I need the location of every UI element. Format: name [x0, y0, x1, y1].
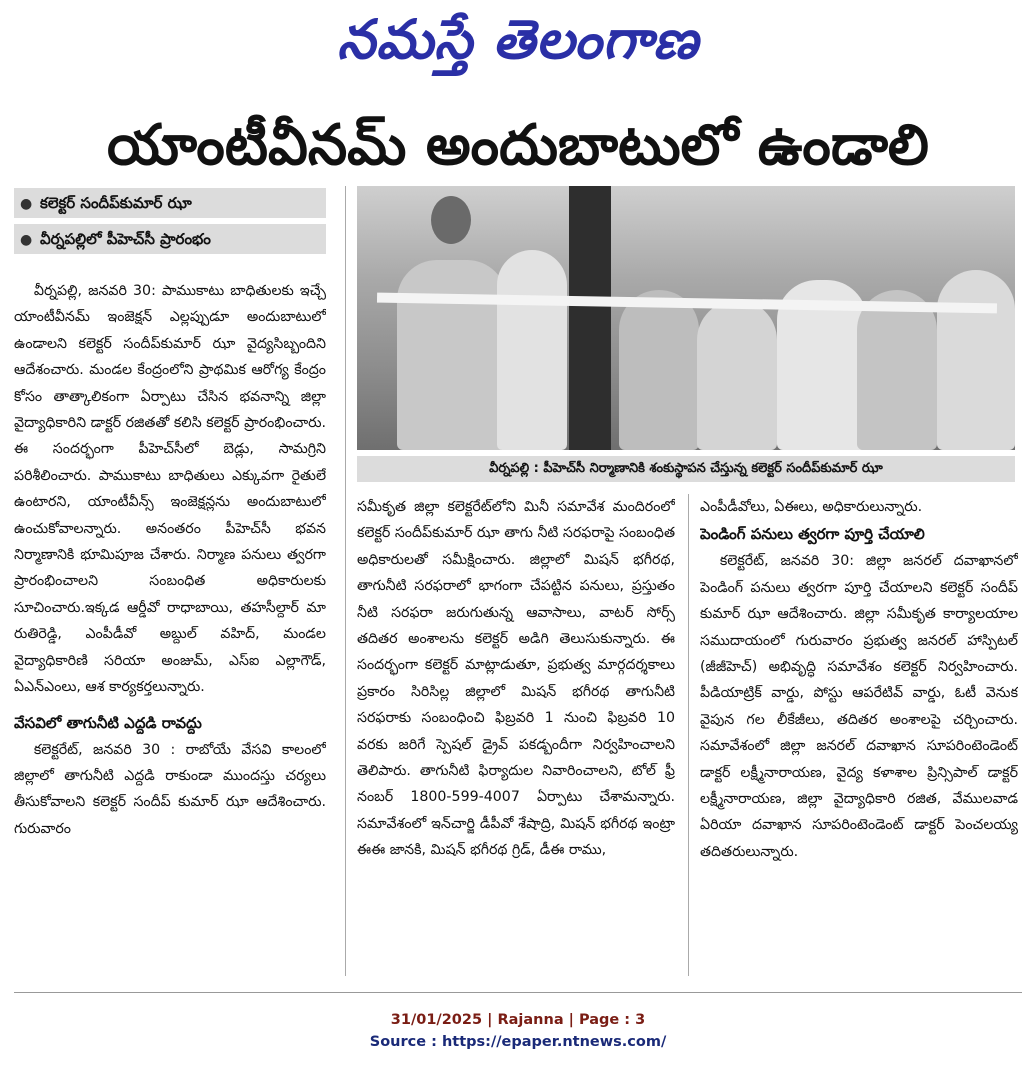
- newspaper-masthead: నమస్తే తెలంగాణ: [337, 8, 699, 71]
- article1-body: వీర్నపల్లి, జనవరి 30: పాముకాటు బాధితులకు ఇచ్చే యాంటీవీనమ్ ఇంజెక్షన్ ఎల్లప్పుడూ అందుబాటులో ఉండాలని కలెక్టర్ సందీప్‌కుమార్ ఝా వైద్యసిబ్బందిని ఆదేశంచారు. మండల కేంద్రంలోని ప్రాథమిక ఆరోగ్య కేంద్రం కోసం తాత్కాలికంగా ఏర్పాటు చేసిన భవనాన్ని జిల్లా వైద్యాధికారిని డాక్టర్ రజితతో కలిసి కలెక్టర్ ప్రారంభించారు. ఈ సందర్భంగా పీహెచ్‌సీలో బెడ్లు, సామగ్రిని పరిశీలించారు. పాముకాటు బాధితులు ఎక్కువగా రైతులే ఉంటారని, యాంటీవీన్స్ ఇంజెక్షన్లను అందుబాటులో ఉంచుకోవాలన్నారు. అనంతరం పీహెచ్‌సీ భవన నిర్మాణానికి భూమిపూజ చేశారు. నిర్మాణ పనులు త్వరగా ప్రారంభించాలని సంబంధిత అధికారులకు సూచించారు.ఇక్కడ ఆర్డీవో రాధాబాయి, తహసీల్దార్ మా రుతిరెడ్డి, ఎంపీడీవో అబ్దుల్ వహిద్, మండల వైద్యాధికారిణి సరియా అంజుమ్, ఎస్ఐ ఎల్లాగౌడ్, ఏఎన్ఎంలు, ఆశ కార్యకర్తలున్నారు.: [14, 283, 326, 696]
- column-divider: [688, 494, 689, 976]
- highlight-item: [14, 224, 326, 254]
- news-photo: [357, 186, 1015, 450]
- article2-body-part3: ఎంపీడీవోలు, ఏఈలు, అధికారులున్నారు.: [700, 499, 923, 515]
- column-2: [357, 494, 675, 970]
- highlight-item: [14, 188, 326, 218]
- highlights-box: [14, 188, 326, 260]
- article3-body: కలెక్టరేట్, జనవరి 30: జిల్లా జనరల్ దవాఖానలో పెండింగ్ పనులు త్వరగా పూర్తి చేయాలని కలెక్టర్ సందీప్ కుమార్ ఝా ఆదేశించారు. జిల్లా సమీకృత కార్యాలయాల సముదాయంలో గురువారం ప్రభుత్వ జనరల్ హాస్పిటల్ (జీజీహెచ్) అభివృద్ధి సమావేశం కలెక్టర్ నిర్వహించారు. పీడియాట్రిక్ వార్డు, పోస్టు ఆపరేటివ్ వార్డు, ఓటీ వెనుక వైపున గల లీకేజీలు, తదితర అంశాలపై చర్చించారు. సమావేశంలో జిల్లా జనరల్ దవాఖాన సూపరింటెండెంట్ డాక్టర్ లక్ష్మీనారాయణ, వైద్య కళాశాల ప్రిన్సిపాల్ డాక్టర్ లక్ష్మీనారాయణ, జిల్లా వైద్యాధికారి రజిత, వేములవాడ ఏరియా దవాఖాన సూపరింటెండెంట్ డాక్టర్ పెంచలయ్య తదితరులున్నారు.: [700, 553, 1018, 860]
- footer-date-line: 31/01/2025 | Rajanna | Page : 3: [390, 1012, 646, 1028]
- article2-body-part2: సమీకృత జిల్లా కలెక్టరేట్‌లోని మినీ సమావేశ మందిరంలో కలెక్టర్ సందీప్‌కుమార్ ఝా తాగు నీటి సరఫరాపై సంబంధిత అధికారులతో సమీక్షించారు. జిల్లాలో మిషన్ భగీరథ, తాగునీటి సరఫరాలో భాగంగా చేపట్టిన పనులు, ప్రస్తుతం నీటి సరఫరా జరుగుతున్న ఆవాసాలు, వాటర్ సోర్స్ తదితర అంశాలను కలెక్టర్ అడిగి తెలుసుకున్నారు. ఈ సందర్భంగా కలెక్టర్ మాట్లాడుతూ, ప్రభుత్వ మార్గదర్శకాలు ప్రకారం సిరిసిల్ల జిల్లాలో మిషన్ భగీరథ తాగునీటి సరఫరాకు సంబంధించి ఫిబ్రవరి 1 నుంచి ఫిబ్రవరి 10 వరకు జరిగే స్పెషల్ డ్రైవ్ పకడ్బందీగా నిర్వహించాలని తెలిపారు. తాగునీటి ఫిర్యాదుల నివారించాలని, టోల్ ఫ్రీ నంబర్ 1800-599-4007 ఏర్పాటు చేశామన్నారు. సమావేశంలో ఇన్‌చార్జి డీపీవో శేషాద్రి, మిషన్ భగీరథ ఇంట్రా ఈఈ జానకి, మిషన్ భగీరథ గ్రిడ్, డీఈ రాము,: [357, 499, 675, 859]
- photo-figure: [697, 300, 777, 450]
- bullet-icon: ●: [20, 196, 33, 212]
- highlight-text: వీర్నపల్లిలో పీహెచ్‌సీ ప్రారంభం: [40, 230, 211, 248]
- photo-caption: వీర్నపల్లి : పీహెచ్‌సీ నిర్మాణానికి శంకుస్థాపన చేస్తున్న కలెక్టర్ సందీప్‌కుమార్ ఝా: [357, 456, 1015, 482]
- footer-source-line[interactable]: Source : https://epaper.ntnews.com/: [369, 1034, 667, 1050]
- photo-pillar: [569, 186, 611, 450]
- photo-figure: [619, 290, 699, 450]
- photo-figure: [857, 290, 937, 450]
- highlight-text: కలెక్టర్ సందీప్‌కుమార్ ఝా: [40, 194, 192, 212]
- column-1: [14, 278, 326, 968]
- photo-figure-head: [431, 196, 471, 244]
- article2-body-part1: కలెక్టరేట్, జనవరి 30 : రాబోయే వేసవి కాలంలో జిల్లాలో తాగునీటి ఎద్దడి రాకుండా ముందస్తు చర్యలు తీసుకోవాలని కలెక్టర్ సందీప్ కుమార్ ఝా ఆదేశించారు. గురువారం: [14, 741, 326, 837]
- article2-title: వేసవిలో తాగునీటి ఎద్దడి రావద్దు: [14, 713, 202, 732]
- photo-figure: [497, 250, 567, 450]
- column-divider: [345, 186, 346, 976]
- photo-figure: [397, 260, 507, 450]
- column-3: [700, 494, 1018, 970]
- article3-title: పెండింగ్ పనులు త్వరగా పూర్తి చేయాలి: [700, 525, 925, 544]
- footer-divider: [14, 992, 1022, 993]
- photo-figure: [937, 270, 1015, 450]
- bullet-icon: ●: [20, 232, 33, 248]
- article-headline: యాంటీవీనమ్ అందుబాటులో ఉండాలి: [107, 113, 929, 178]
